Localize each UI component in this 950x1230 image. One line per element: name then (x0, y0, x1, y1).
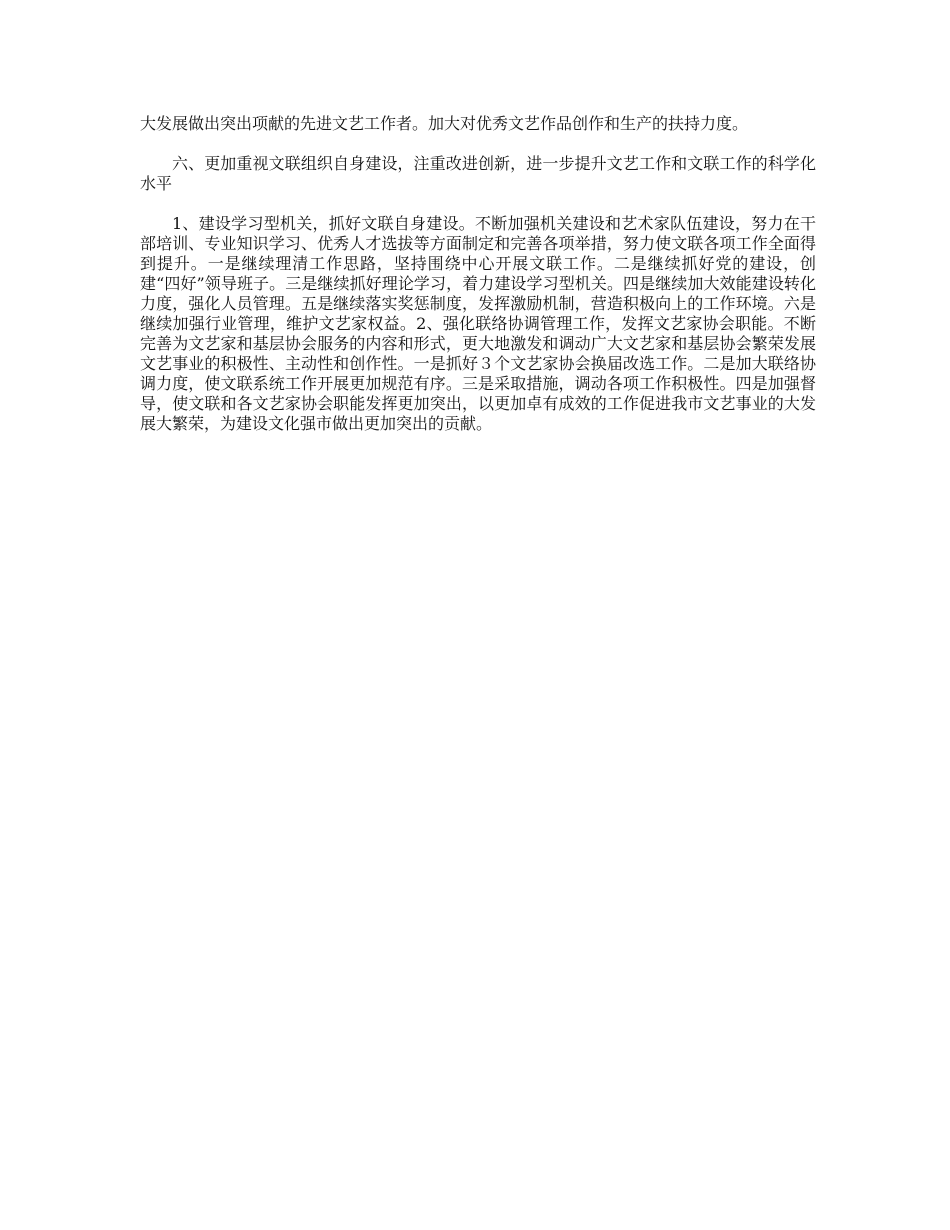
paragraph-body: 1、建设学习型机关，抓好文联自身建设。不断加强机关建设和艺术家队伍建设，努力在干部培训、专业知识学习、优秀人才选拔等方面制定和完善各项举措，努力使文联各项工作全面得到提升。一是继续理清工作思路，坚持围绕中心开展文联工作。二是继续抓好党的建设，创建“四好”领导班子。三是继续抓好理论学习，着力建设学习型机关。四是继续加大效能建设转化力度，强化人员管理。五是继续落实奖惩制度，发挥激励机制，营造积极向上的工作环境。六是继续加强行业管理，维护文艺家权益。2、强化联络协调管理工作，发挥文艺家协会职能。不断完善为文艺家和基层协会服务的内容和形式，更大地激发和调动广大文艺家和基层协会繁荣发展文艺事业的积极性、主动性和创作性。一是抓好３个文艺家协会换届改选工作。二是加大联络协调力度，使文联系统工作开展更加规范有序。三是采取措施，调动各项工作积极性。四是加强督导，使文联和各文艺家协会职能发挥更加突出，以更加卓有成效的工作促进我市文艺事业的大发展大繁荣，为建设文化强市做出更加突出的贡献。 (140, 214, 816, 433)
paragraph-continuation: 大发展做出突出项献的先进文艺工作者。加大对优秀文艺作品创作和生产的扶持力度。 (140, 114, 749, 133)
document-body (140, 114, 816, 454)
section-heading-six: 六、更加重视文联组织自身建设，注重改进创新，进一步提升文艺工作和文联工作的科学化水平 (140, 154, 816, 193)
